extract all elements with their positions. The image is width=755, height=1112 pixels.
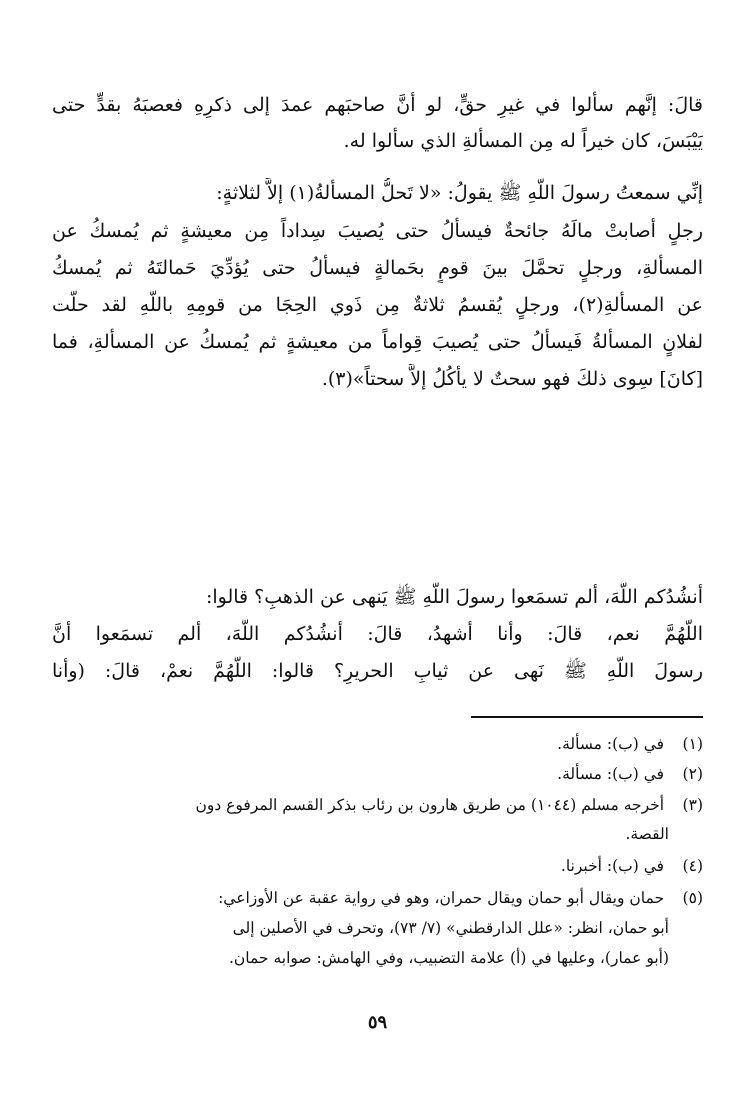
footnote-number: (٣) — [682, 796, 703, 814]
body-text-line: رجلٍ أصابتْ مالَهُ جائحةٌ فيسألُ حتى يُصيبَ سِداداً مِن معيشةٍ ثم يُمسكُ عن — [52, 220, 703, 242]
footnote-text: في (ب): مسألة. — [557, 735, 665, 753]
footnote-text: في (ب): أخبرنا. — [560, 857, 665, 875]
body-text-line: [كانَ] سِوى ذلكَ فهو سحتٌ لا يأكُلُ إلاَّ سحتاً»(٣). — [321, 368, 703, 390]
footnote-5 — [52, 886, 703, 910]
footnote-3-continued: القصة. — [625, 825, 669, 843]
body-text-line: يَيْبَسَ، كان خيراً له مِن المسألةِ الذي سألوا له. — [343, 130, 703, 152]
body-text-line: قالَ: إنَّهم سألوا في غيرِ حقٍّ، لو أنَّ صاحبَهم عمدَ إلى ذكرِهِ فعصبَهُ بقدٍّ حتى — [52, 94, 703, 116]
footnote-4 — [52, 854, 703, 878]
footnote-3 — [52, 793, 703, 817]
footnote-5-continued: (أبو عمار)، وعليها في (أ) علامة التضبيب، وفي الهامش: صوابه حمان. — [228, 949, 669, 967]
footnote-number: (٢) — [682, 765, 703, 783]
body-text-line: أنشُدُكم اللَّهَ، ألم تسمَعوا رسولَ اللَّهِ ﷺ يَنهى عن الذهبِ؟ قالوا: — [205, 586, 703, 608]
hadith-heading-line — [52, 418, 703, 448]
footnote-number: (٤) — [682, 857, 703, 875]
body-text-line: عن المسألةِ(٢)، ورجلٍ يُقسمُ ثلاثةٌ مِن ذَوي الحِجَا من قومِهِ باللَّهِ لقد حلَّت — [52, 294, 703, 316]
body-text-line: إنِّي سمعتُ رسولَ اللَّهِ ﷺ يقولُ: «لا تَحلُّ المسألةُ(١) إلاَّ لثلاثةٍ: — [216, 182, 703, 204]
body-text-line — [52, 528, 703, 558]
footnote-number: (٥) — [682, 889, 703, 907]
footnote-text: أخرجه مسلم (١٠٤٤) من طريق هارون بن رئاب بذكر القسم المرفوع دون — [195, 796, 665, 814]
footnote-1 — [52, 732, 703, 756]
footnote-5-continued: أبو حمان، انظر: «علل الدارقطني» (٧/ ٧٣)، وتحرف في الأصلين إلى — [232, 919, 669, 937]
body-text-line: لفلانٍ المسألةُ فَيسألُ حتى يُصيبَ قِواماً من معيشةٍ ثم يُمسكُ عن المسألةِ، فما — [52, 331, 703, 353]
footnote-separator — [471, 716, 703, 718]
body-text-line — [52, 454, 703, 484]
footnote-2 — [52, 762, 703, 786]
footnote-number: (١) — [682, 735, 703, 753]
body-text-line — [52, 491, 703, 521]
body-text-line: رسولَ اللَّهِ ﷺ نَهى عن ثيابِ الحريرِ؟ قالوا: اللَّهُمَّ نعمْ، قالَ: (وأنا — [52, 660, 703, 682]
body-text-line: اللَّهُمَّ نعم، قالَ: وأنا أشهدُ، قالَ: أنشُدُكم اللَّهَ، ألم تسمَعوا أنَّ — [52, 623, 703, 645]
footnote-text: في (ب): مسألة. — [557, 765, 665, 783]
page-number: ٥٩ — [367, 1012, 388, 1033]
footnote-text: حمان ويقال أبو حمان ويقال حمران، وهو في رواية عقبة عن الأوزاعي: — [218, 889, 665, 907]
body-text-line: المسألةِ، ورجلٍ تحمَّلَ بينَ قومٍ بحَمالةٍ فيسألُ حتى يُؤدِّيَ حَمالتَهُ ثم يُمسكُ — [52, 257, 703, 279]
